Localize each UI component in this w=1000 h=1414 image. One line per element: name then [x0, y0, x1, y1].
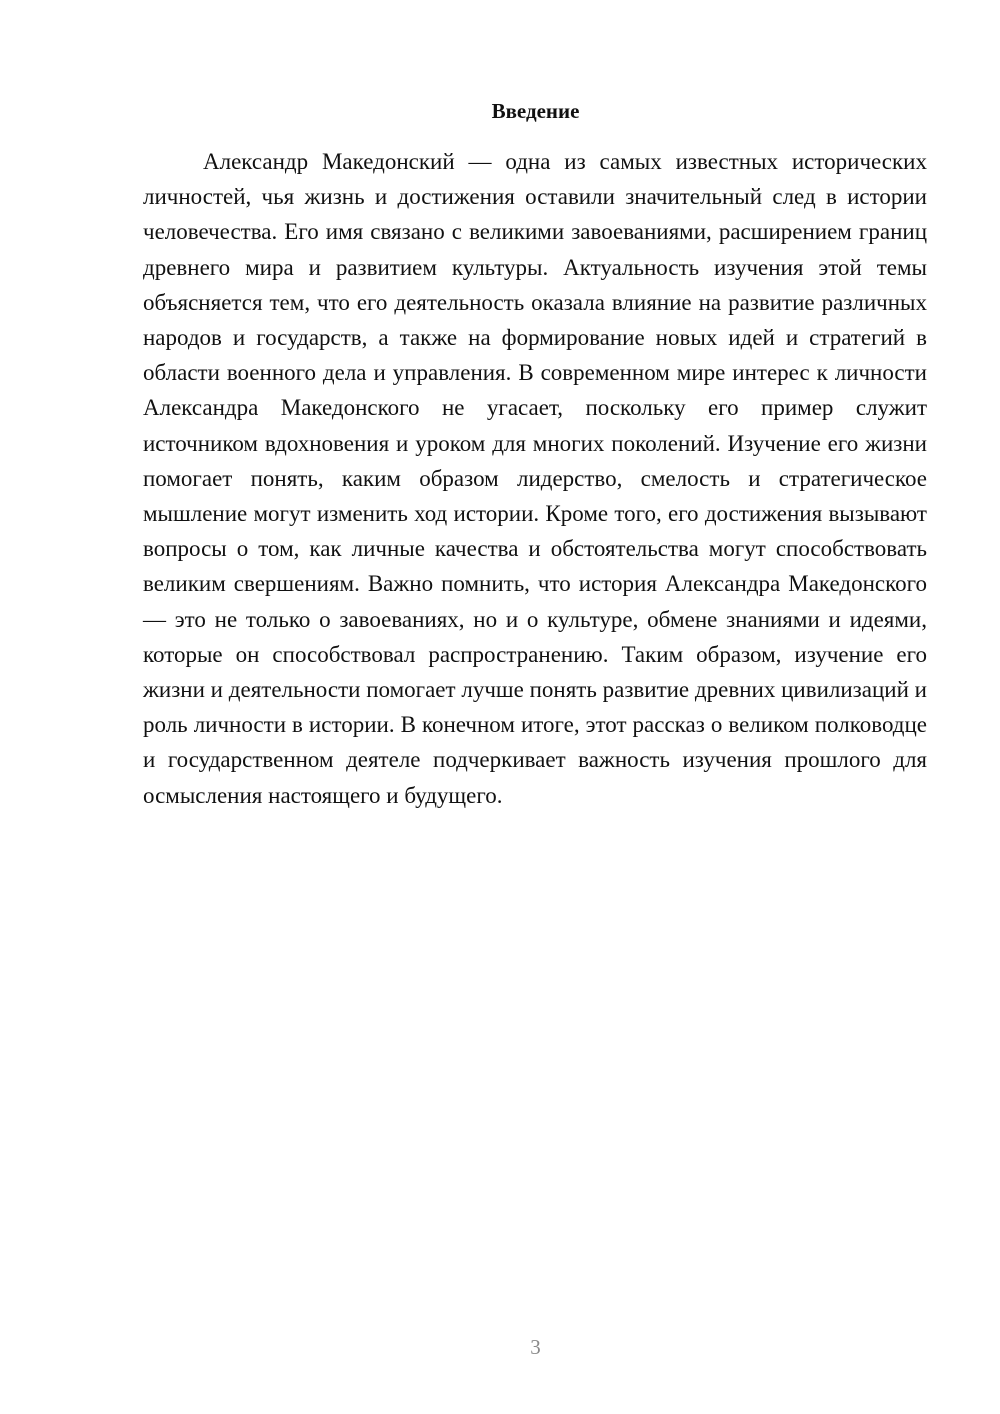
body-paragraph: Александр Македонский — одна из самых известных исторических личностей, чья жизнь и достижения оставили значительный след в истории человечества. Его имя связано с великими завоеваниями, расширением границ древнего мира и развитием культуры. Актуальность изучения этой темы объясняется тем, что его деятельность оказала влияние на развитие различных народов и государств, а также на формирование новых идей и стратегий в области военного дела и управления. В современном мире интерес к личности Александра Македонского не угасает, поскольку его пример служит источником вдохновения и уроком для многих поколений. Изучение его жизни помогает понять, каким образом лидерство, смелость и стратегическое мышление могут изменить ход истории. Кроме того, его достижения вызывают вопросы о том, как личные качества и обстоятельства могут способствовать великим свершениям. Важно помнить, что история Александра Македонского — это не только о завоеваниях, но и о культуре, обмене знаниями и идеями, которые он способствовал распространению. Таким образом, изучение его жизни и деятельности помогает лучше понять развитие древних цивилизаций и роль личности в истории. В конечном итоге, этот рассказ о великом полководце и государственном деятеле подчеркивает важность изучения прошлого для осмысления настоящего и будущего. [143, 149, 927, 808]
section-heading: Введение [491, 99, 580, 123]
page-number: 3 [530, 1335, 541, 1359]
